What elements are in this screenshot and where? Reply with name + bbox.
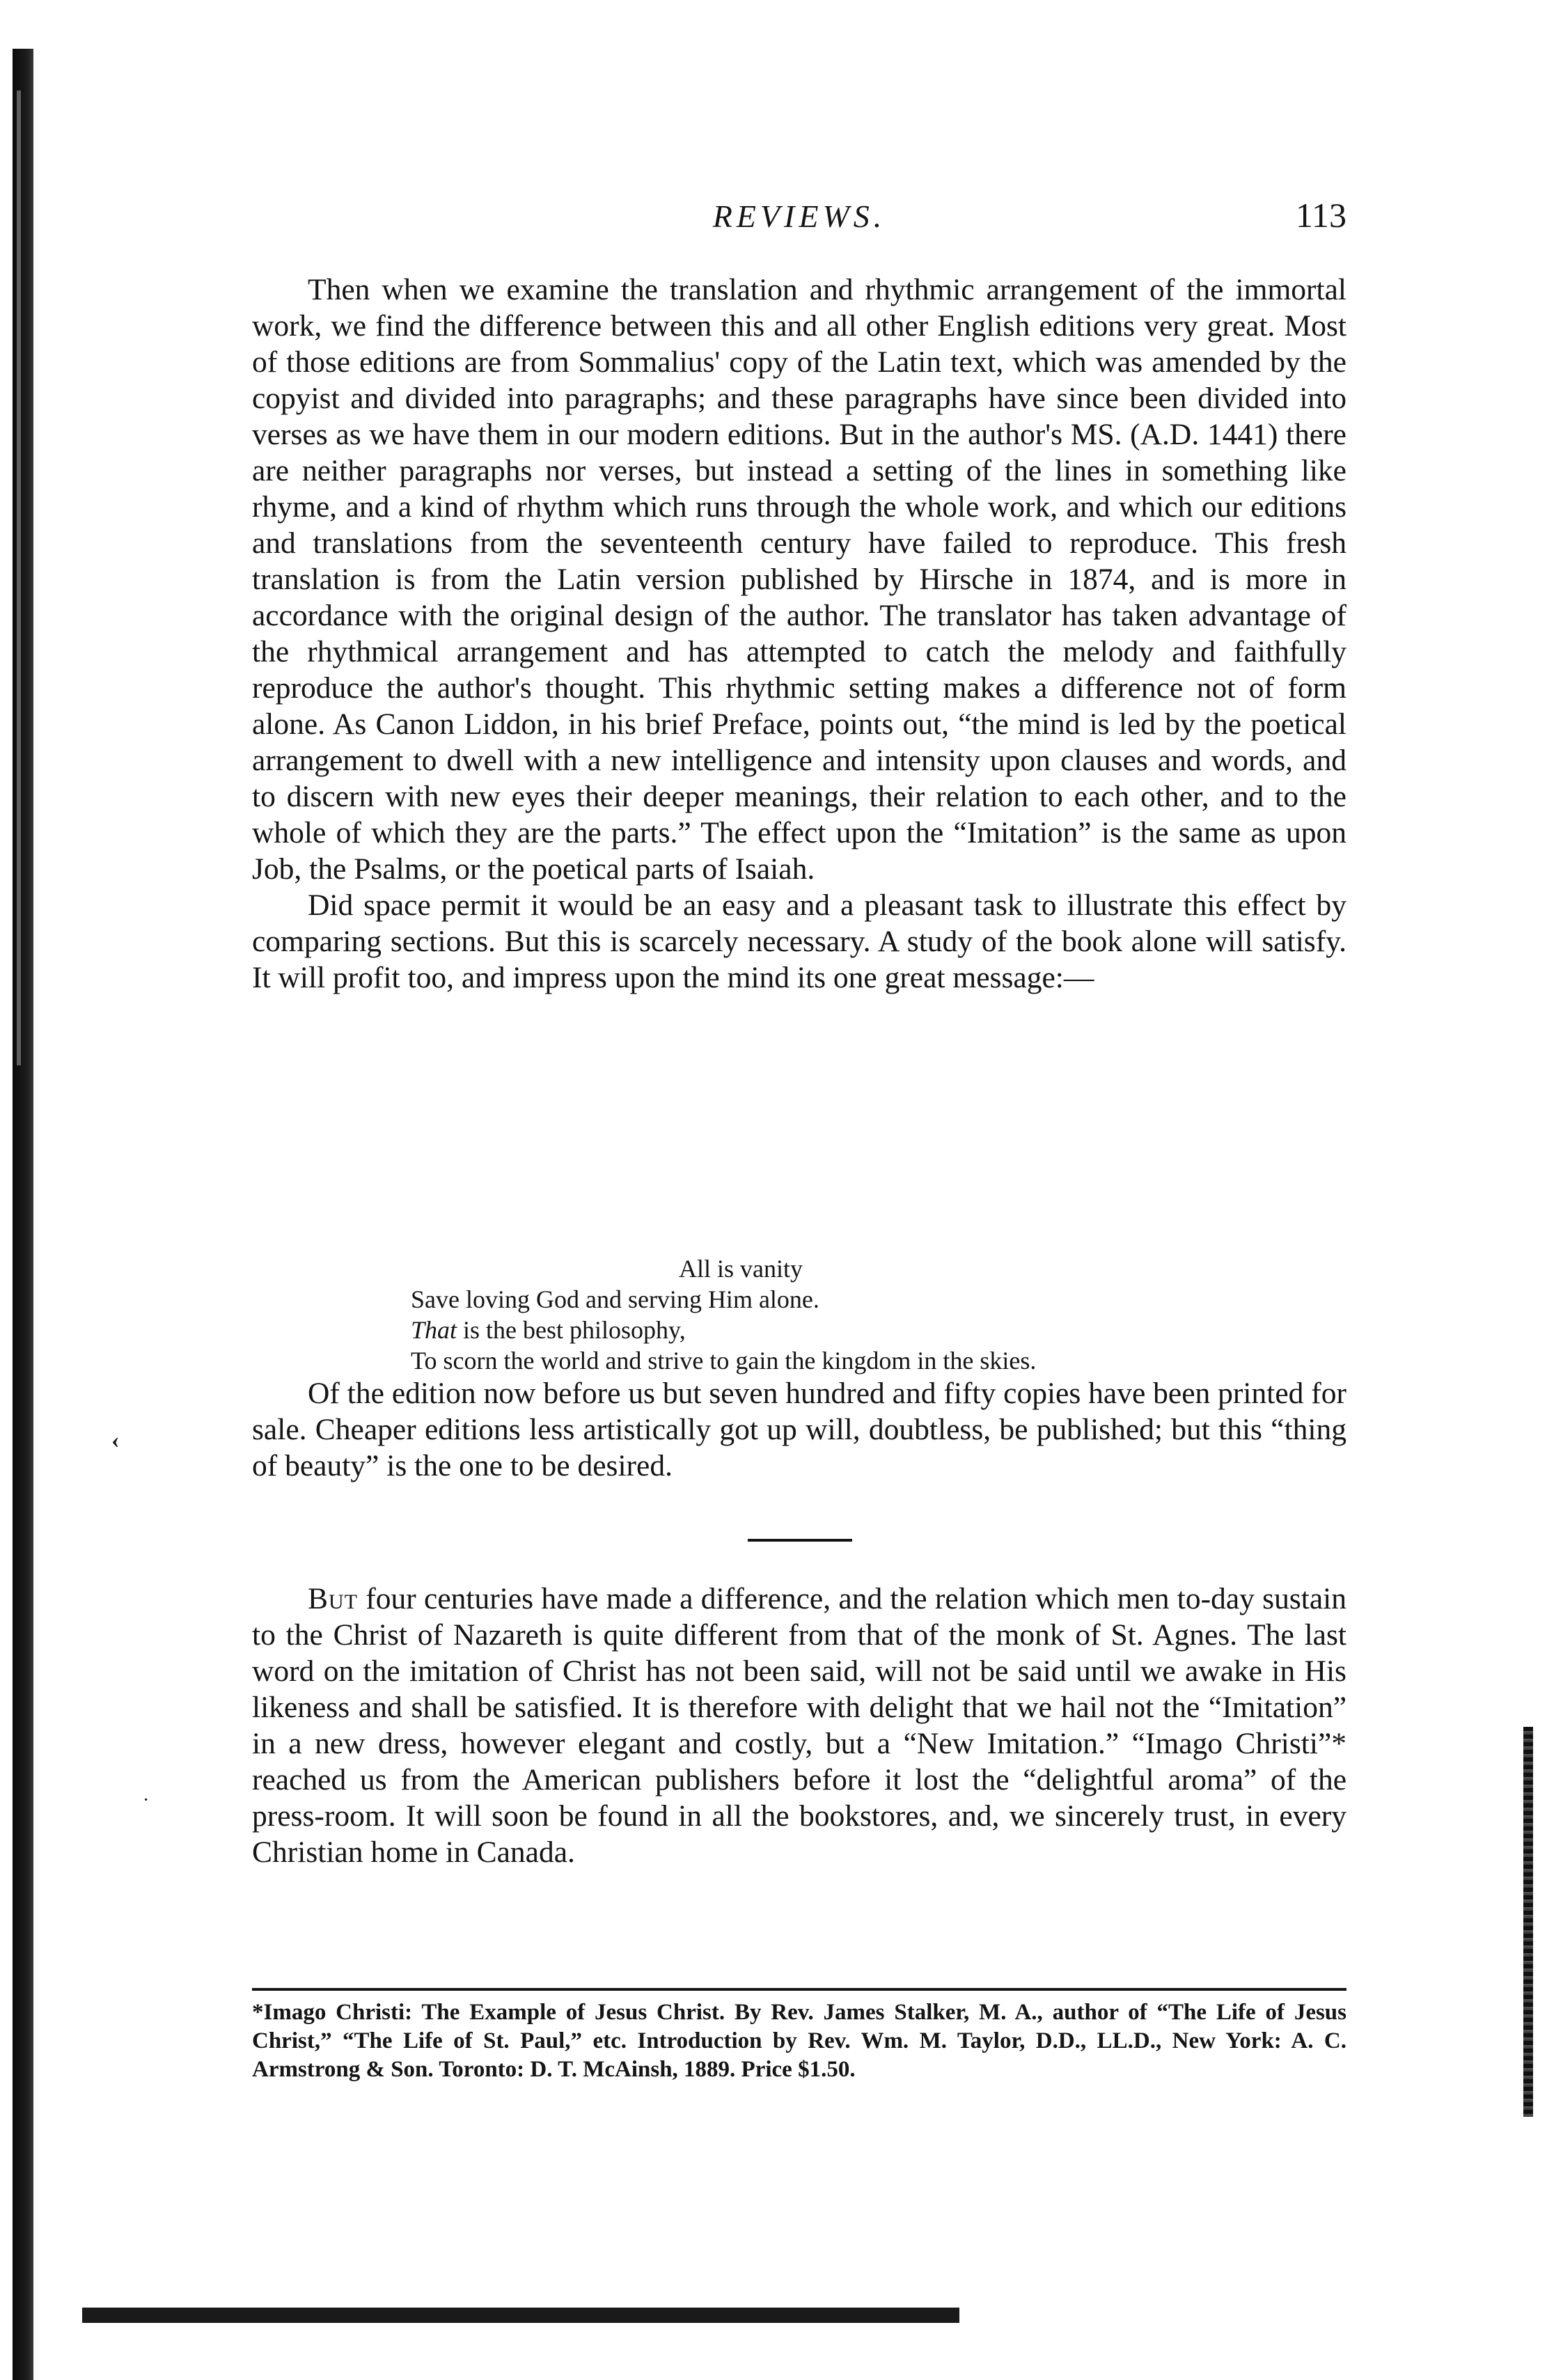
page-number: 113 <box>1295 196 1346 235</box>
scan-edge-right <box>1523 1727 1533 2117</box>
running-title: REVIEWS. <box>712 198 886 234</box>
running-head <box>252 195 1346 251</box>
paragraph-imago-christi <box>252 1581 1346 1870</box>
poem-quote <box>411 1253 1246 1376</box>
footnote-text: *Imago Christi: The Example of Jesus Christ. By Rev. James Stalker, M. A., author of “The Life of Jesus Christ,” “The Life of St. Paul,” etc. Introduction by Rev. Wm. M. Taylor, D.D., LL.D., New York: A. C. Armstrong & Son. Toronto: D. T. McAinsh, 1889. Price $1.50. <box>252 2000 1346 2082</box>
review-text-part-1 <box>252 272 1346 996</box>
paragraph-lead-word: But <box>308 1582 359 1615</box>
paragraph-illustrate: Did space permit it would be an easy and a pleasant task to illustrate this effect by comparing sections. But this is scarcely necessary. A study of the book alone will satisfy. It will profit too, and impress upon the mind its one great message:— <box>252 888 1346 994</box>
review-text-part-3 <box>252 1581 1346 1870</box>
section-divider <box>748 1539 852 1542</box>
poem-line-2: Save loving God and serving Him alone. <box>411 1285 819 1313</box>
margin-mark: ‹ <box>111 1427 120 1453</box>
scan-edge-left <box>13 49 33 2380</box>
footnote <box>252 1998 1346 2084</box>
poem-line-4: To scorn the world and strive to gain the kingdom in the skies. <box>411 1347 1037 1375</box>
paragraph-edition: Of the edition now before us but seven hundred and fifty copies have been printed for sale. Cheaper editions less artistically got up will, doubtless, be published; but this “thing of beauty” is the one to be desired. <box>252 1377 1346 1482</box>
paragraph-translation: Then when we examine the translation and rhythmic arrangement of the immortal work, we find the difference between this and all other English editions very great. Most of those editions are from Sommalius' copy of the Latin text, which was amended by the copyist and divided into paragraphs; and these paragraphs have since been divided into verses as we have them in our modern editions. But in the author's MS. (A.D. 1441) there are neither paragraphs nor verses, but instead a setting of the lines in something like rhyme, and a kind of rhythm which runs through the whole work, and which our editions and translations from the seventeenth century have failed to reproduce. This fresh translation is from the Latin version published by Hirsche in 1874, and is more in accordance with the original design of the author. The translator has taken advantage of the rhythmical arrangement and has attempted to catch the melody and faithfully reproduce the author's thought. This rhythmic setting makes a difference not of form alone. As Canon Liddon, in his brief Preface, points out, “the mind is led by the poetical arrangement to dwell with a new intelligence and intensity upon clauses and words, and to discern with new eyes their deeper meanings, their relation to each other, and to the whole of which they are the parts.” The effect upon the “Imitation” is the same as upon Job, the Psalms, or the poetical parts of Isaiah. <box>252 273 1346 886</box>
poem-line-1: All is vanity <box>679 1255 803 1283</box>
margin-dot: · <box>143 1790 150 1811</box>
review-text-part-2 <box>252 1375 1346 1484</box>
footnote-rule <box>252 1988 1346 1991</box>
poem-line-3 <box>411 1315 1246 1345</box>
poem-line-3-rest: is the best philosophy, <box>457 1316 686 1344</box>
poem-line-3-emphasis: That <box>411 1316 457 1344</box>
paragraph-imago-christi-body: four centuries have made a difference, and the relation which men to-day sustain to the Christ of Nazareth is quite different from that of the monk of St. Agnes. The last word on the imitation of Christ has not been said, will not be said until we awake in His likeness and shall be satisfied. It is therefore with delight that we hail not the “Imitation” in a new dress, however elegant and costly, but a “New Imitation.” “Imago Christi”* reached us from the American publishers before it lost the “delightful aroma” of the press-room. It will soon be found in all the bookstores, and, we sincerely trust, in every Christian home in Canada. <box>252 1582 1346 1869</box>
scan-bottom-rule <box>82 2308 959 2323</box>
